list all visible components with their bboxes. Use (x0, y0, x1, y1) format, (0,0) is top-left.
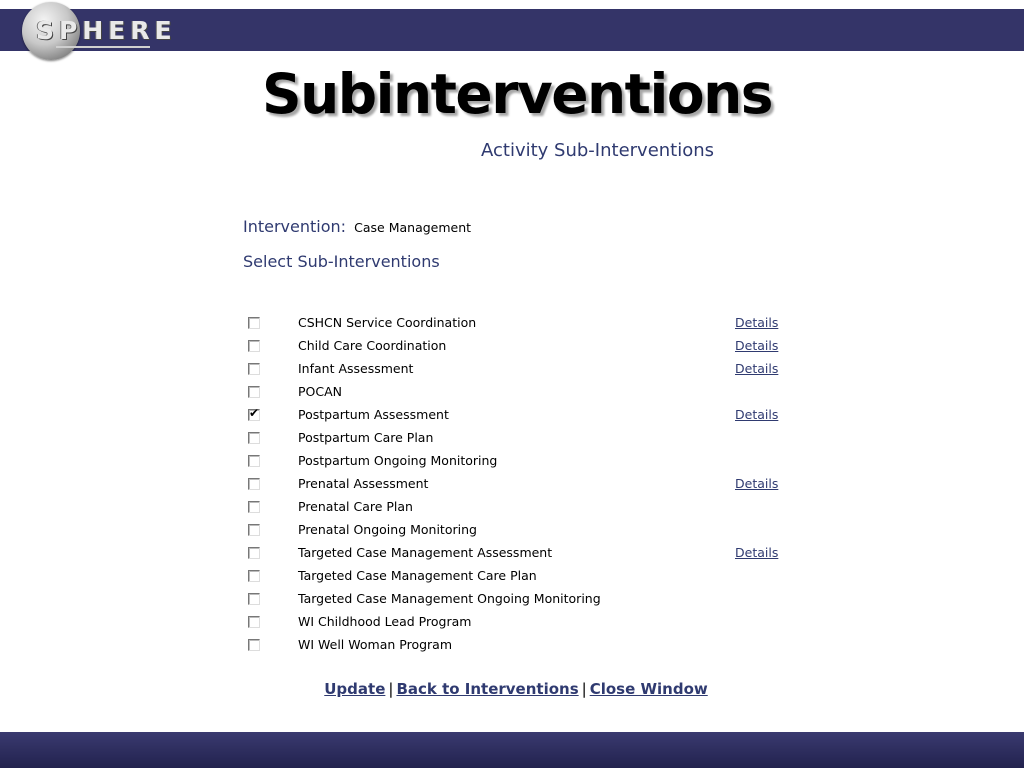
logo-underline (56, 46, 150, 48)
subintervention-row (0, 358, 1024, 381)
subintervention-row (0, 404, 1024, 427)
footer-separator: | (581, 680, 587, 698)
sphere-logo (22, 2, 177, 62)
subintervention-row (0, 611, 1024, 634)
subintervention-checkbox[interactable] (248, 478, 260, 490)
checkmark-icon: ✔ (249, 406, 260, 420)
subintervention-checkbox[interactable] (248, 317, 260, 329)
subintervention-checkbox[interactable] (248, 386, 260, 398)
subintervention-list (0, 312, 1024, 657)
subintervention-row (0, 496, 1024, 519)
subintervention-name: Child Care Coordination (298, 338, 447, 353)
details-link[interactable]: Details (735, 338, 779, 353)
close-window-link[interactable]: Close Window (589, 680, 708, 698)
subintervention-row (0, 335, 1024, 358)
subintervention-checkbox[interactable] (248, 547, 260, 559)
bottom-banner (0, 732, 1024, 768)
subintervention-row (0, 312, 1024, 335)
subintervention-checkbox[interactable] (248, 363, 260, 375)
subintervention-checkbox[interactable] (248, 570, 260, 582)
subintervention-checkbox[interactable] (248, 616, 260, 628)
subintervention-row (0, 427, 1024, 450)
subintervention-checkbox[interactable] (248, 340, 260, 352)
subintervention-name: Targeted Case Management Ongoing Monitoring (298, 591, 601, 606)
intervention-label: Intervention: (243, 217, 347, 236)
subintervention-row (0, 519, 1024, 542)
intervention-row (243, 217, 471, 236)
subintervention-checkbox[interactable] (248, 501, 260, 513)
page-heading: Activity Sub-Interventions (481, 140, 715, 161)
subintervention-checkbox[interactable] (248, 455, 260, 467)
details-link[interactable]: Details (735, 407, 779, 422)
intervention-value: Case Management (354, 220, 472, 235)
subintervention-name: WI Well Woman Program (298, 637, 453, 652)
subintervention-checkbox[interactable] (248, 639, 260, 651)
subintervention-name: Postpartum Ongoing Monitoring (298, 453, 498, 468)
subintervention-name: POCAN (298, 384, 343, 399)
select-subinterventions-heading: Select Sub-Interventions (243, 252, 440, 271)
subintervention-checkbox[interactable] (248, 593, 260, 605)
subintervention-row (0, 450, 1024, 473)
subintervention-name: Targeted Case Management Care Plan (298, 568, 537, 583)
subintervention-name: WI Childhood Lead Program (298, 614, 472, 629)
footer-links (0, 680, 1024, 698)
details-link[interactable]: Details (735, 545, 779, 560)
subintervention-row (0, 565, 1024, 588)
update-link[interactable]: Update (324, 680, 386, 698)
slide-title: Subinterventions (262, 62, 772, 126)
details-link[interactable]: Details (735, 315, 779, 330)
subintervention-name: Prenatal Care Plan (298, 499, 413, 514)
subintervention-row (0, 381, 1024, 404)
subintervention-checkbox[interactable] (248, 524, 260, 536)
logo-text: SPHERE (36, 16, 177, 45)
subintervention-name: Prenatal Ongoing Monitoring (298, 522, 477, 537)
footer-separator: | (388, 680, 394, 698)
subintervention-name: Infant Assessment (298, 361, 414, 376)
subintervention-checkbox[interactable] (248, 406, 260, 421)
subintervention-row (0, 634, 1024, 657)
details-link[interactable]: Details (735, 361, 779, 376)
subintervention-name: Postpartum Assessment (298, 407, 449, 422)
subintervention-name: Postpartum Care Plan (298, 430, 434, 445)
subintervention-row (0, 588, 1024, 611)
details-link[interactable]: Details (735, 476, 779, 491)
subintervention-checkbox[interactable] (248, 432, 260, 444)
subintervention-name: Targeted Case Management Assessment (298, 545, 553, 560)
subintervention-name: Prenatal Assessment (298, 476, 429, 491)
subintervention-row (0, 542, 1024, 565)
subintervention-row (0, 473, 1024, 496)
subintervention-name: CSHCN Service Coordination (298, 315, 477, 330)
back-to-interventions-link[interactable]: Back to Interventions (396, 680, 579, 698)
